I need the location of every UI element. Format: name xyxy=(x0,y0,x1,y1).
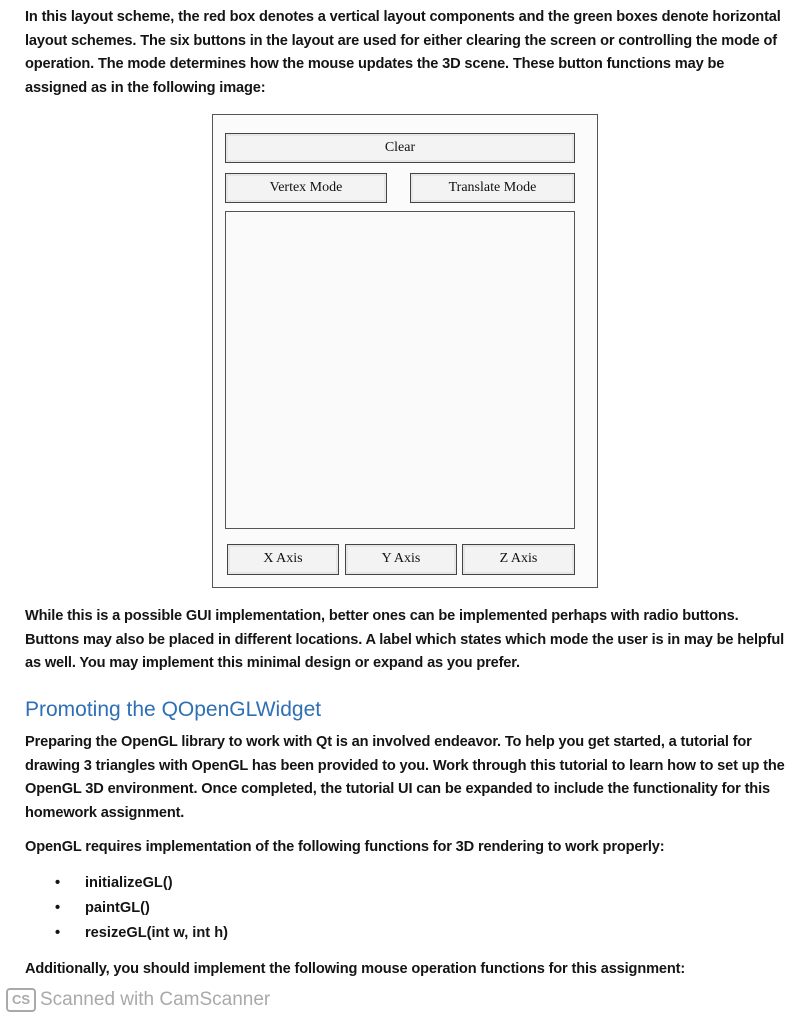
bullet-icon: • xyxy=(55,875,61,891)
clear-button xyxy=(225,133,575,163)
x-axis-label: X Axis xyxy=(263,551,303,566)
section-heading: Promoting the QOpenGLWidget xyxy=(25,698,322,721)
section-body-paragraph: Preparing the OpenGL library to work with Qt is an involved endeavor. To help you get started, a tutorial for drawing 3 triangles with OpenGL has been provided to you. Work through this tutorial to learn how to set up the OpenGL 3D environment. Once completed, the tutorial UI can be expanded to include the functionality for this homework assignment. xyxy=(25,734,785,821)
vertex-mode-button xyxy=(225,173,387,203)
translate-mode-label: Translate Mode xyxy=(448,180,537,195)
intro-paragraph: In this layout scheme, the red box denotes a vertical layout components and the green boxes denote horizontal layout schemes. The six buttons in the layout are used for either clearing the screen or controlling the mode of operation. The mode determines how the mouse updates the 3D scene. These button functions may be assigned as in the following image: xyxy=(25,9,781,96)
list-item: • paintGL() xyxy=(55,896,228,921)
camscanner-watermark xyxy=(6,988,270,1012)
bullet-icon: • xyxy=(55,925,61,941)
bullet-icon: • xyxy=(55,900,61,916)
list-item: • resizeGL(int w, int h) xyxy=(55,921,228,946)
mouse-intro: Additionally, you should implement the following mouse operation functions for this assignment: xyxy=(25,961,686,977)
opengl-widget-area xyxy=(225,211,575,529)
z-axis-button xyxy=(462,544,575,575)
translate-mode-button xyxy=(410,173,575,203)
watermark-text: Scanned with CamScanner xyxy=(40,989,271,1010)
y-axis-label: Y Axis xyxy=(381,551,421,566)
gui-layout-figure xyxy=(212,114,598,588)
requirements-intro: OpenGL requires implementation of the following functions for 3D rendering to work properly: xyxy=(25,839,665,855)
camscanner-logo-icon: CS xyxy=(6,988,36,1012)
function-list xyxy=(55,871,228,946)
clear-button-label: Clear xyxy=(384,140,416,155)
after-figure-paragraph: While this is a possible GUI implementation, better ones can be implemented perhaps with radio buttons. Buttons may also be placed in different locations. A label which states which mode the user is in may be helpful as well. You may implement this minimal design or expand as you prefer. xyxy=(25,608,784,671)
vertex-mode-label: Vertex Mode xyxy=(269,180,343,195)
z-axis-label: Z Axis xyxy=(499,551,538,566)
y-axis-button xyxy=(345,544,457,575)
x-axis-button xyxy=(227,544,339,575)
list-item: • initializeGL() xyxy=(55,871,228,896)
